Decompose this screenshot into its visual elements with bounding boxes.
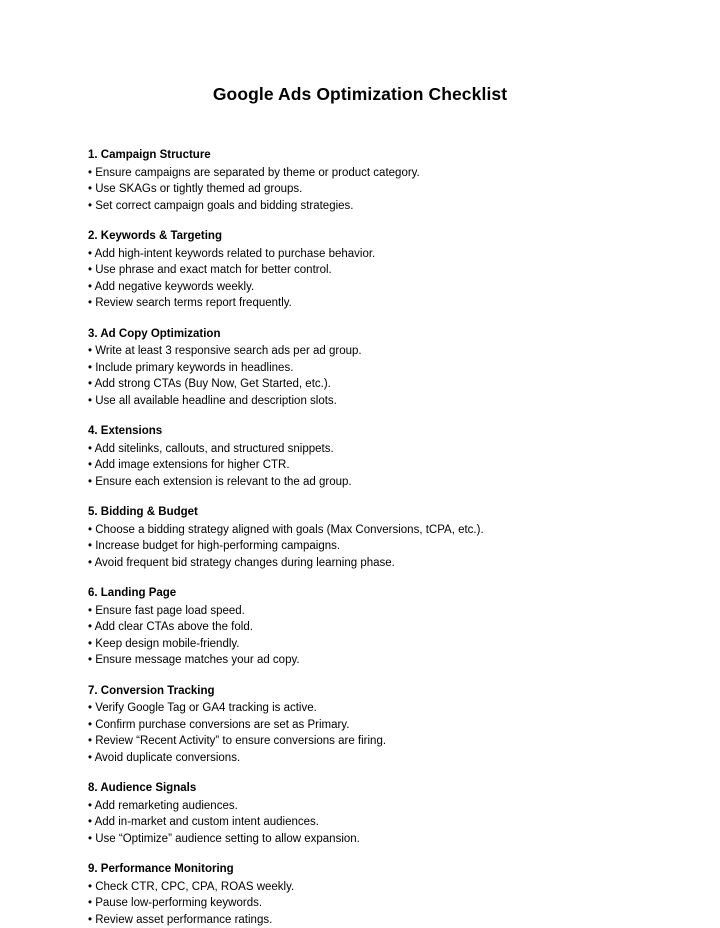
checklist-item [88,636,650,653]
checklist-item-text: Review search terms report frequently. [95,297,292,309]
checklist-item-text: Include primary keywords in headlines. [95,362,293,374]
checklist-item [88,474,650,491]
checklist-item [88,814,650,831]
section-heading: 7. Conversion Tracking [88,683,650,700]
bullet-icon: • [88,167,95,179]
checklist-item-text: Review “Recent Activity” to ensure conversions are firing. [95,735,386,747]
checklist-item-text: Ensure message matches your ad copy. [95,654,299,666]
checklist-item-text: Pause low-performing keywords. [95,897,262,909]
bullet-icon: • [88,816,95,828]
checklist-item [88,895,650,912]
checklist-item-text: Add sitelinks, callouts, and structured snippets. [95,443,334,455]
checklist-item-text: Ensure campaigns are separated by theme or product category. [95,167,420,179]
bullet-icon: • [88,345,95,357]
bullet-icon: • [88,719,95,731]
bullet-icon: • [88,605,95,617]
bullet-icon: • [88,476,95,488]
bullet-icon: • [88,183,95,195]
checklist-section [88,326,650,410]
checklist-item-text: Add clear CTAs above the fold. [95,621,253,633]
checklist-item [88,798,650,815]
bullet-icon: • [88,833,95,845]
bullet-icon: • [88,378,95,390]
page-title: Google Ads Optimization Checklist [0,0,720,105]
checklist-section [88,504,650,571]
bullet-icon: • [88,395,95,407]
checklist-section [88,228,650,312]
checklist-item [88,538,650,555]
checklist-item [88,393,650,410]
bullet-icon: • [88,248,95,260]
section-heading: 8. Audience Signals [88,780,650,797]
checklist-item [88,457,650,474]
bullet-icon: • [88,897,95,909]
section-heading: 3. Ad Copy Optimization [88,326,650,343]
checklist-item-text: Use “Optimize” audience setting to allow expansion. [95,833,360,845]
bullet-icon: • [88,654,95,666]
checklist-item [88,733,650,750]
section-heading: 1. Campaign Structure [88,147,650,164]
checklist-section [88,683,650,767]
checklist-item [88,831,650,848]
checklist-item-text: Avoid frequent bid strategy changes during learning phase. [95,557,395,569]
checklist-item [88,295,650,312]
checklist-item-text: Increase budget for high-performing campaigns. [95,540,340,552]
checklist-item [88,750,650,767]
checklist-item [88,198,650,215]
checklist-item-text: Add in-market and custom intent audiences. [95,816,319,828]
checklist-item [88,376,650,393]
checklist-item-text: Keep design mobile-friendly. [95,638,239,650]
bullet-icon: • [88,443,95,455]
checklist-item-text: Use phrase and exact match for better control. [95,264,332,276]
checklist-item-text: Set correct campaign goals and bidding strategies. [95,200,353,212]
bullet-icon: • [88,621,95,633]
bullet-icon: • [88,557,95,569]
checklist-section [88,585,650,669]
checklist-item-text: Use all available headline and description slots. [95,395,337,407]
checklist-item-text: Confirm purchase conversions are set as Primary. [95,719,349,731]
checklist-item-text: Write at least 3 responsive search ads per ad group. [95,345,361,357]
checklist-item-text: Avoid duplicate conversions. [95,752,241,764]
section-heading: 9. Performance Monitoring [88,861,650,878]
checklist-item [88,279,650,296]
bullet-icon: • [88,881,95,893]
checklist-item [88,652,650,669]
checklist-item [88,343,650,360]
document-body [0,147,720,928]
checklist-item [88,441,650,458]
checklist-item-text: Ensure each extension is relevant to the ad group. [95,476,351,488]
checklist-item [88,717,650,734]
bullet-icon: • [88,702,95,714]
checklist-item [88,262,650,279]
checklist-item-text: Add strong CTAs (Buy Now, Get Started, etc.). [95,378,331,390]
checklist-item [88,246,650,263]
checklist-item-text: Use SKAGs or tightly themed ad groups. [95,183,302,195]
bullet-icon: • [88,752,95,764]
bullet-icon: • [88,638,95,650]
checklist-item [88,700,650,717]
bullet-icon: • [88,264,95,276]
checklist-item-text: Add high-intent keywords related to purchase behavior. [95,248,376,260]
bullet-icon: • [88,914,95,926]
section-heading: 5. Bidding & Budget [88,504,650,521]
checklist-item-text: Add image extensions for higher CTR. [95,459,290,471]
checklist-item [88,555,650,572]
bullet-icon: • [88,800,95,812]
checklist-item [88,619,650,636]
checklist-item [88,522,650,539]
checklist-item-text: Verify Google Tag or GA4 tracking is active. [95,702,317,714]
checklist-item [88,912,650,928]
checklist-item-text: Choose a bidding strategy aligned with goals (Max Conversions, tCPA, etc.). [95,524,483,536]
checklist-item [88,360,650,377]
checklist-item-text: Add negative keywords weekly. [95,281,255,293]
checklist-item-text: Review asset performance ratings. [95,914,272,926]
bullet-icon: • [88,459,95,471]
bullet-icon: • [88,524,95,536]
section-heading: 6. Landing Page [88,585,650,602]
checklist-section [88,780,650,847]
checklist-item [88,165,650,182]
section-heading: 2. Keywords & Targeting [88,228,650,245]
bullet-icon: • [88,281,95,293]
checklist-item [88,603,650,620]
bullet-icon: • [88,297,95,309]
checklist-section [88,423,650,490]
checklist-section [88,861,650,928]
bullet-icon: • [88,200,95,212]
section-heading: 4. Extensions [88,423,650,440]
checklist-item-text: Ensure fast page load speed. [95,605,245,617]
bullet-icon: • [88,540,95,552]
bullet-icon: • [88,362,95,374]
checklist-item-text: Check CTR, CPC, CPA, ROAS weekly. [95,881,294,893]
checklist-item [88,181,650,198]
checklist-item-text: Add remarketing audiences. [95,800,238,812]
checklist-section [88,147,650,214]
bullet-icon: • [88,735,95,747]
checklist-item [88,879,650,896]
